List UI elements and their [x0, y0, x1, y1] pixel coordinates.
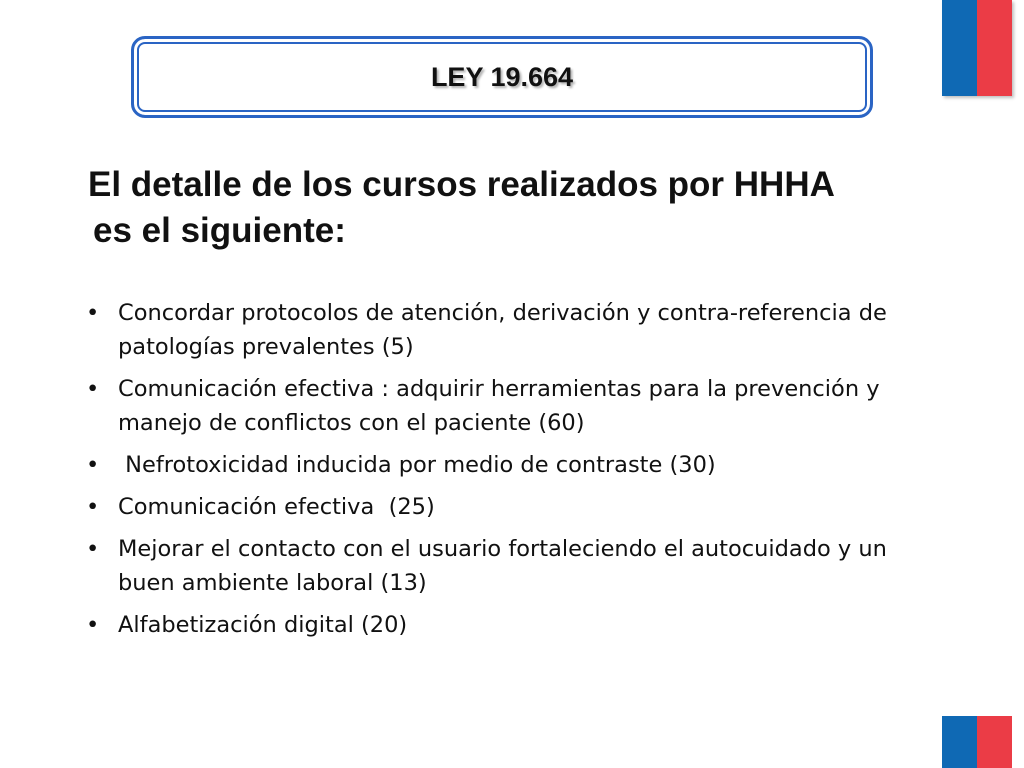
- course-text: Comunicación efectiva (25): [118, 494, 435, 520]
- list-item: [86, 490, 906, 524]
- list-item: [86, 372, 906, 440]
- slide-heading: [88, 162, 948, 254]
- heading-line-2: es el siguiente:: [93, 211, 346, 250]
- flag-blue-stripe: [942, 716, 977, 768]
- bullet-icon: •: [86, 536, 100, 562]
- list-item: [86, 448, 906, 482]
- bullet-icon: •: [86, 494, 100, 520]
- course-text: Comunicación efectiva : adquirir herramientas para la prevención y manejo de conflictos con el paciente (60): [118, 376, 880, 436]
- heading-line-1: El detalle de los cursos realizados por HHHA: [88, 165, 835, 204]
- flag-logo-top: [942, 0, 1012, 96]
- list-item: [86, 608, 906, 642]
- list-item: [86, 296, 906, 364]
- course-list: [86, 296, 906, 650]
- bullet-icon: •: [86, 376, 100, 402]
- bullet-icon: •: [86, 452, 100, 478]
- course-text: Alfabetización digital (20): [118, 612, 408, 638]
- title-frame: [131, 36, 873, 118]
- course-text: Mejorar el contacto con el usuario fortaleciendo el autocuidado y un buen ambiente laboral (13): [118, 536, 887, 596]
- list-item: [86, 532, 906, 600]
- flag-logo-bottom: [942, 716, 1012, 768]
- flag-blue-stripe: [942, 0, 977, 96]
- course-text: Nefrotoxicidad inducida por medio de contraste (30): [118, 452, 716, 478]
- slide-title: LEY 19.664: [430, 61, 574, 92]
- flag-red-stripe: [977, 716, 1012, 768]
- flag-red-stripe: [977, 0, 1012, 96]
- bullet-icon: •: [86, 612, 100, 638]
- bullet-icon: •: [86, 300, 100, 326]
- course-text: Concordar protocolos de atención, derivación y contra-referencia de patologías prevalentes (5): [118, 300, 887, 360]
